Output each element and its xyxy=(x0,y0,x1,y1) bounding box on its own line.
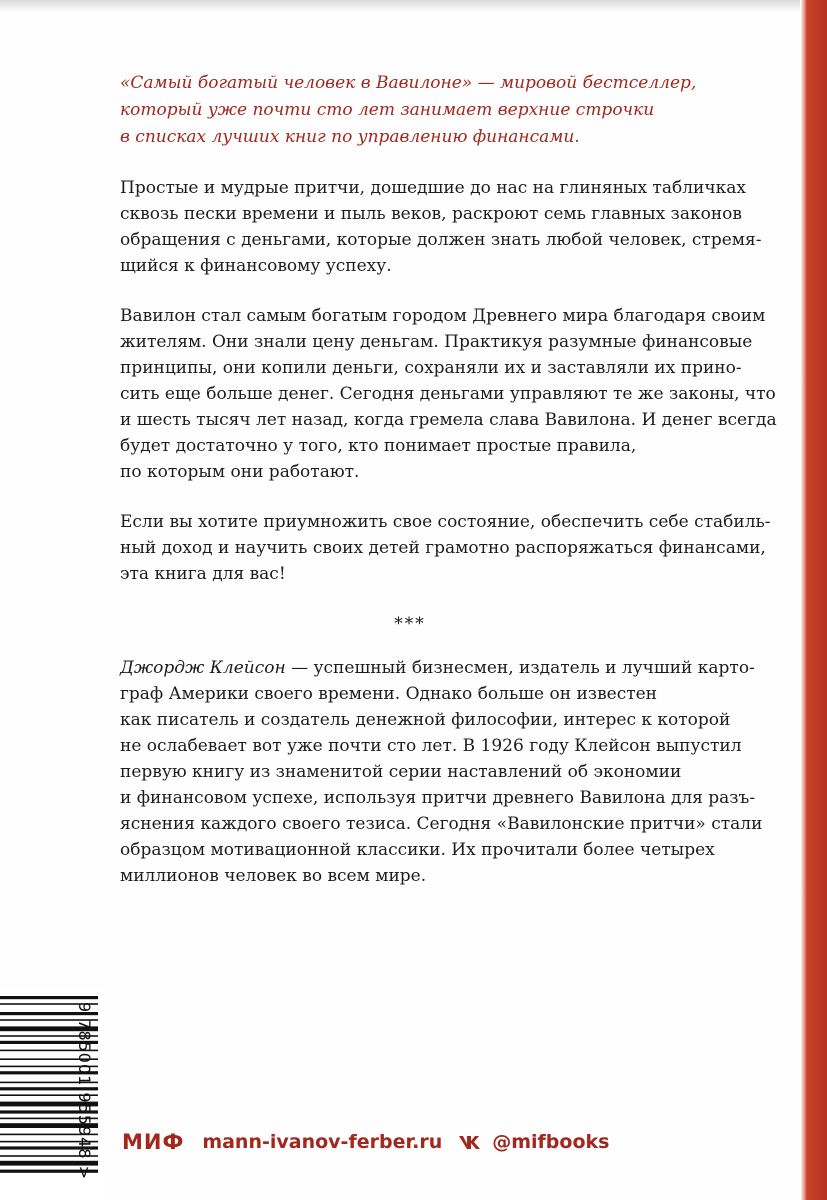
paragraph-line: и шесть тысяч лет назад, когда гремела слава Вавилона. И денег всегда xyxy=(120,410,777,430)
author-line: граф Америки своего времени. Однако больше он известен xyxy=(120,684,658,704)
publisher-logo: МИФ xyxy=(122,1130,185,1154)
paragraph-line: Если вы хотите приумножить свое состояние, обеспечить себе стабиль- xyxy=(120,512,771,532)
author-line: как писатель и создатель денежной философии, интерес к которой xyxy=(120,710,731,730)
paragraph-line: по которым они работают. xyxy=(120,462,360,482)
paragraph-babylon xyxy=(120,303,777,485)
paragraph-line: принципы, они копили деньги, сохраняли их и заставляли их прино- xyxy=(120,358,742,378)
author-first-line-rest: — успешный бизнесмен, издатель и лучший карто- xyxy=(285,658,755,678)
paragraph-line: жителям. Они знали цену деньгам. Практикуя разумные финансовые xyxy=(120,332,753,352)
publisher-footer xyxy=(122,1128,609,1156)
author-line: не ослабевает вот уже почти сто лет. В 1926 году Клейсон выпустил xyxy=(120,736,742,756)
paragraph-call-to-action xyxy=(120,509,771,587)
paragraph-line: будет достаточно у того, кто понимает простые правила, xyxy=(120,436,637,456)
paragraph-parables xyxy=(120,175,762,279)
author-line: яснения каждого своего тезиса. Сегодня «Вавилонские притчи» стали xyxy=(120,814,763,834)
paragraph-line: обращения с деньгами, которые должен знать любой человек, стремя- xyxy=(120,230,762,250)
author-bio xyxy=(120,655,763,889)
author-line: и финансовом успехе, используя притчи древнего Вавилона для разъ- xyxy=(120,788,756,808)
back-cover-text xyxy=(120,70,777,913)
lead-line: который уже почти сто лет занимает верхние строчки xyxy=(120,100,655,120)
author-line: первую книгу из знаменитой серии наставлений об экономии xyxy=(120,762,682,782)
author-line: миллионов человек во всем мире. xyxy=(120,866,427,886)
vk-icon xyxy=(458,1134,482,1150)
lead-line: «Самый богатый человек в Вавилоне» — мировой бестселлер, xyxy=(120,73,697,93)
paragraph-line: ный доход и научить своих детей грамотно распоряжаться финансами, xyxy=(120,538,766,558)
paragraph-line: Вавилон стал самым богатым городом Древнего мира благодаря своим xyxy=(120,306,766,326)
paragraph-line: эта книга для вас! xyxy=(120,564,286,584)
barcode-bar xyxy=(0,996,98,999)
page-top-edge xyxy=(0,0,800,12)
paragraph-line: Простые и мудрые притчи, дошедшие до нас на глиняных табличках xyxy=(120,178,746,198)
lead-quote xyxy=(120,70,700,151)
author-line: образцом мотивационной классики. Их прочитали более четырех xyxy=(120,840,715,860)
section-separator: *** xyxy=(394,614,426,634)
lead-line: в списках лучших книг по управлению финансами. xyxy=(120,127,580,147)
author-name: Джордж Клейсон xyxy=(120,658,286,678)
author-first-line xyxy=(120,655,755,681)
publisher-handle: @mifbooks xyxy=(492,1131,610,1153)
isbn-digits: 9 785001 955948 > xyxy=(75,1002,94,1180)
paragraph-line: щийся к финансовому успеху. xyxy=(120,256,392,276)
publisher-website: mann-ivanov-ferber.ru xyxy=(202,1131,443,1153)
paragraph-line: сить еще больше денег. Сегодня деньгами управляют те же законы, что xyxy=(120,384,776,404)
book-spine-edge xyxy=(801,0,827,1200)
paragraph-line: сквозь пески времени и пыль веков, раскроют семь главных законов xyxy=(120,204,742,224)
